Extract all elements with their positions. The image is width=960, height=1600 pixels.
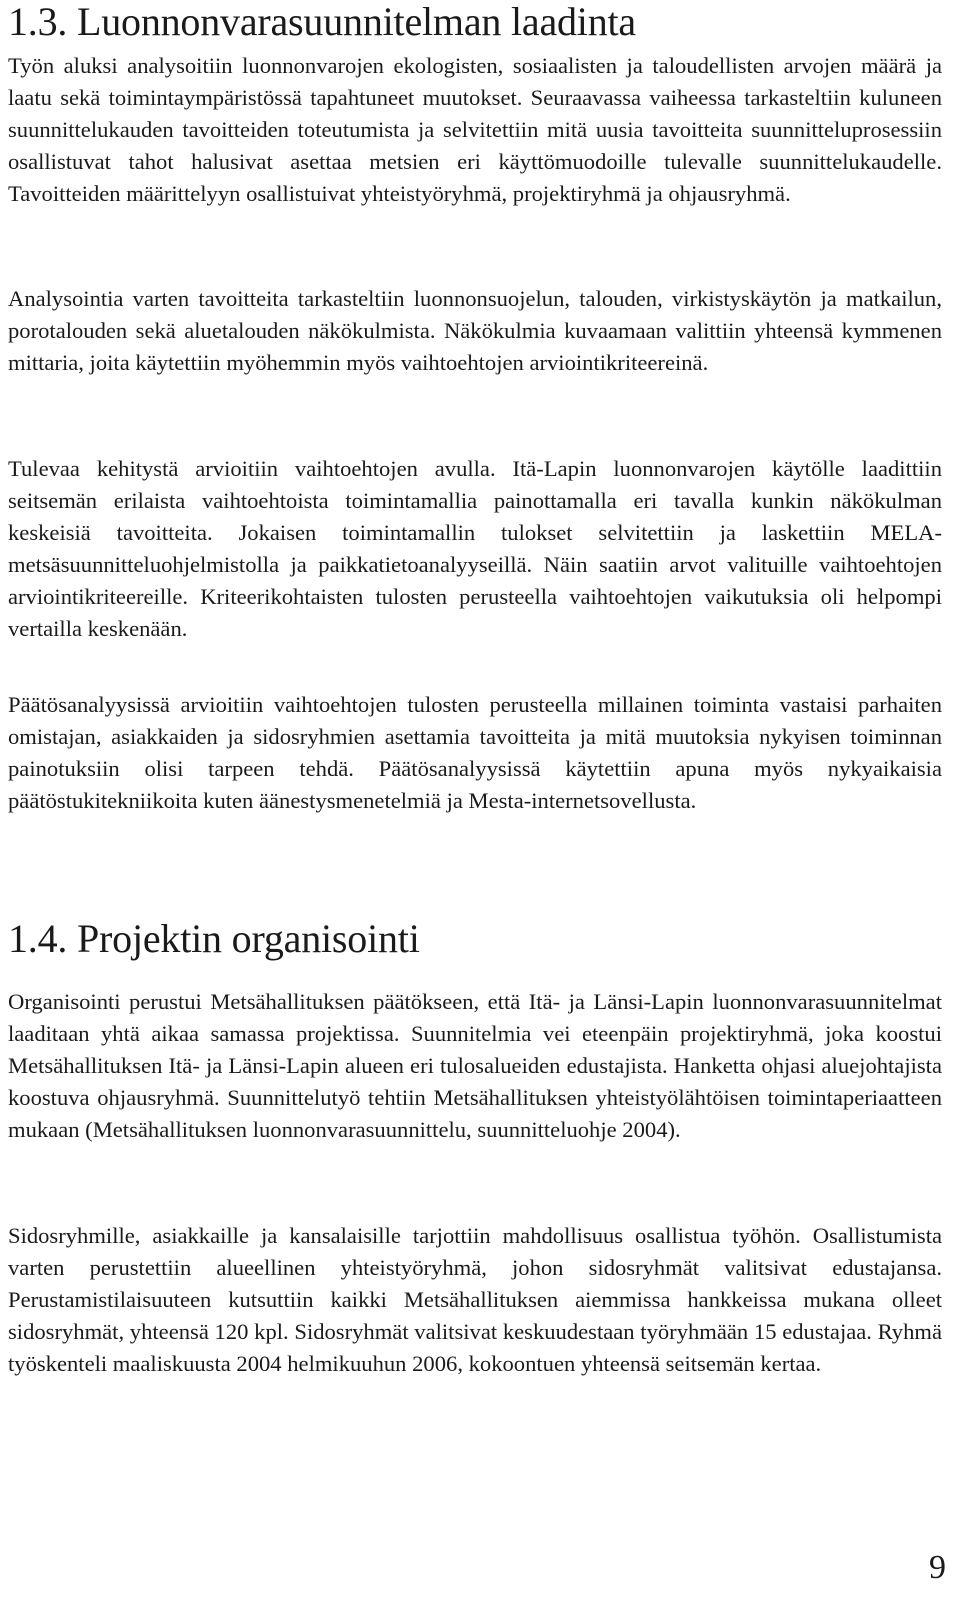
section-heading-1-4: 1.4. Projektin organisointi <box>8 916 420 961</box>
paragraph-1-3-4: Päätösanalyysissä arvioitiin vaihtoehtojen tulosten perusteella millainen toiminta vastaisi parhaiten omistajan, asiakkaiden ja sidosryhmien asettamia tavoitteita ja mitä muutoksia nykyisen toiminnan painotuksiin olisi tarpeen tehdä. Päätösanalyysissä käytettiin apuna myös nykyaikaisia päätöstukitekniikoita kuten äänestysmenetelmiä ja Mesta-internetsovellusta. <box>8 692 942 813</box>
paragraph-1-3-1: Työn aluksi analysoitiin luonnonvarojen ekologisten, sosiaalisten ja taloudellisten arvojen määrä ja laatu sekä toimintaympäristössä tapahtuneet muutokset. Seuraavassa vaiheessa tarkasteltiin kuluneen suunnittelukauden tavoitteiden toteutumista ja selvitettiin mitä uusia tavoitteita suunnitteluprosessiin osallistuvat tahot halusivat asettaa metsien eri käyttömuodoille tulevalle suunnittelukaudelle. Tavoitteiden määrittelyyn osallistuivat yhteistyöryhmä, projektiryhmä ja ohjausryhmä. <box>8 53 942 206</box>
paragraph-1-3-3: Tulevaa kehitystä arvioitiin vaihtoehtojen avulla. Itä-Lapin luonnonvarojen käytölle laadittiin seitsemän erilaista vaihtoehtoista toimintamallia painottamalla eri tavalla kunkin näkökulman keskeisiä tavoitteita. Jokaisen toimintamallin tulokset selvitettiin ja laskettiin MELA-metsäsuunnitteluohjelmistolla ja paikkatietoanalyyseillä. Näin saatiin arvot valituille vaihtoehtojen arviointikriteereille. Kriteerikohtaisten tulosten perusteella vaihtoehtojen vaikutuksia oli helpompi vertailla keskenään. <box>8 456 942 641</box>
section-heading-1-3: 1.3. Luonnonvarasuunnitelman laadinta <box>8 0 636 44</box>
paragraph-1-3-2: Analysointia varten tavoitteita tarkasteltiin luonnonsuojelun, talouden, virkistyskäytön ja matkailun, porotalouden sekä aluetalouden näkökulmista. Näkökulmia kuvaamaan valittiin yhteensä kymmenen mittaria, joita käytettiin myöhemmin myös vaihtoehtojen arviointikriteereinä. <box>8 286 942 375</box>
paragraph-1-4-1: Organisointi perustui Metsähallituksen päätökseen, että Itä- ja Länsi-Lapin luonnonvarasuunnitelmat laaditaan yhtä aikaa samassa projektissa. Suunnitelmia vei eteenpäin projektiryhmä, joka koostui Metsähallituksen Itä- ja Länsi-Lapin alueen eri tulosalueiden edustajista. Hanketta ohjasi aluejohtajista koostuva ohjausryhmä. Suunnittelutyö tehtiin Metsähallituksen yhteistyölähtöisen toimintaperiaatteen mukaan (Metsähallituksen luonnonvarasuunnittelu, suunnitteluohje 2004). <box>8 989 942 1142</box>
paragraph-1-4-2: Sidosryhmille, asiakkaille ja kansalaisille tarjottiin mahdollisuus osallistua työhön. Osallistumista varten perustettiin alueellinen yhteistyöryhmä, johon sidosryhmät valitsivat edustajansa. Perustamistilaisuuteen kutsuttiin kaikki Metsähallituksen aiemmissa hankkeissa mukana olleet sidosryhmät, yhteensä 120 kpl. Sidosryhmät valitsivat keskuudestaan työryhmään 15 edustajaa. Ryhmä työskenteli maaliskuusta 2004 helmikuuhun 2006, kokoontuen yhteensä seitsemän kertaa. <box>8 1223 942 1376</box>
page-number: 9 <box>929 1549 946 1586</box>
